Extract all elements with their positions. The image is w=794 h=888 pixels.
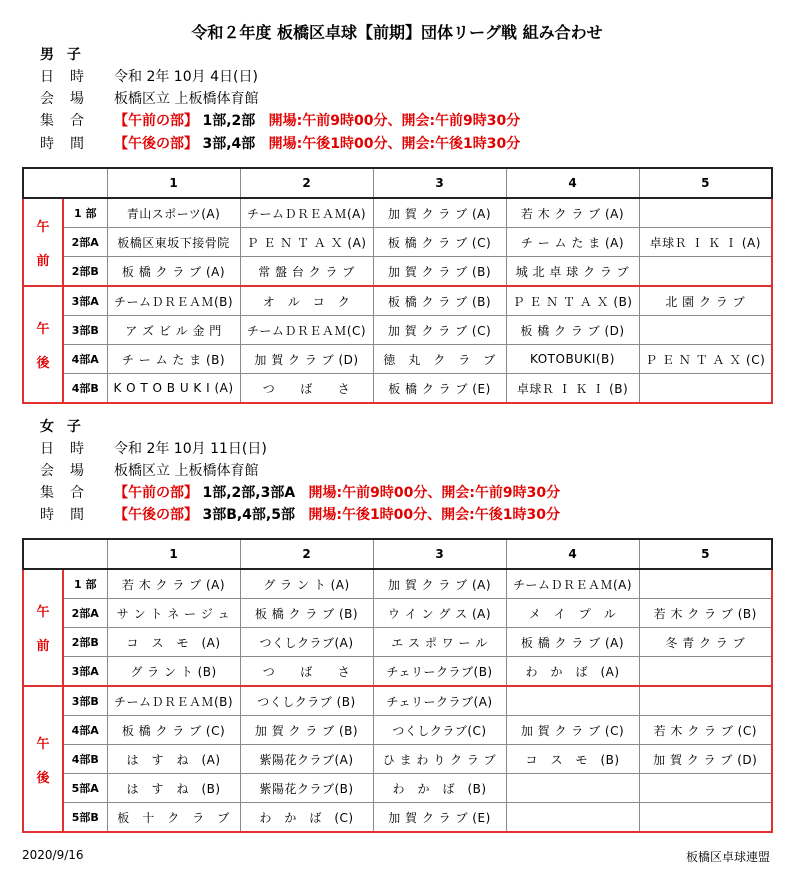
- men-pm-tag: 【午後の部】: [114, 136, 198, 152]
- women-am-line: [40, 482, 560, 502]
- women-heading: 女 子: [40, 419, 85, 435]
- team-cell: 板 橋 ク ラ ブ (C): [373, 228, 506, 257]
- team-cell: 板 橋 ク ラ ブ (E): [373, 374, 506, 404]
- team-cell: KOTOBUKI(B): [506, 345, 639, 374]
- men-heading: 男 子: [40, 47, 85, 63]
- team-cell: エ ス ポ ワ ー ル: [373, 628, 506, 657]
- team-cell: [506, 774, 639, 803]
- team-cell: メ イ プ ル: [506, 599, 639, 628]
- division-label: 3部A: [63, 657, 107, 687]
- women-venue-label: 会 場: [40, 463, 85, 479]
- header-corner: [23, 168, 107, 198]
- team-cell: 板橋区東坂下接骨院: [107, 228, 240, 257]
- division-label: 5部A: [63, 774, 107, 803]
- division-label: 2部A: [63, 599, 107, 628]
- team-cell: 加 賀 ク ラ ブ (E): [373, 803, 506, 833]
- team-cell: 加 賀 ク ラ ブ (D): [639, 745, 772, 774]
- division-label: 1 部: [63, 198, 107, 228]
- men-pm-line: [40, 133, 520, 153]
- team-cell: チ ー ム た ま (B): [107, 345, 240, 374]
- team-cell: ひ ま わ り ク ラ ブ: [373, 745, 506, 774]
- men-venue-line: [40, 88, 258, 108]
- team-cell: ア ズ ビ ル 金 門: [107, 316, 240, 345]
- table-row: [23, 599, 772, 628]
- team-cell: 若 木 ク ラ ブ (A): [107, 569, 240, 599]
- men-date-label: 日 時: [40, 69, 85, 85]
- team-cell: 加 賀 ク ラ ブ (C): [506, 716, 639, 745]
- team-cell: 若 木 ク ラ ブ (A): [506, 198, 639, 228]
- team-cell: チームＤＲＥＡＭ(A): [506, 569, 639, 599]
- team-cell: つくしクラブ(A): [240, 628, 373, 657]
- pm-session-label: 午 後: [23, 686, 63, 832]
- team-cell: [506, 686, 639, 716]
- table-row: [23, 286, 772, 316]
- women-date-line: [40, 438, 267, 458]
- table-row: [23, 716, 772, 745]
- women-gather-label: 集 合: [40, 485, 85, 501]
- team-cell: [639, 374, 772, 404]
- women-venue-line: [40, 460, 258, 480]
- team-cell: つくしクラブ(C): [373, 716, 506, 745]
- team-cell: チームＤＲＥＡＭ(B): [107, 286, 240, 316]
- team-cell: Ｐ Ｅ Ｎ Ｔ Ａ Ｘ (A): [240, 228, 373, 257]
- pm-session-label: 午 後: [23, 286, 63, 403]
- team-cell: 青山スポーツ(A): [107, 198, 240, 228]
- team-cell: 板 橋 ク ラ ブ (C): [107, 716, 240, 745]
- page-title: 令和２年度 板橋区卓球【前期】団体リーグ戦 組み合わせ: [191, 23, 603, 42]
- team-cell: ウ イ ン グ ス (A): [373, 599, 506, 628]
- women-time-label: 時 間: [40, 507, 85, 523]
- am-session-label: 午 前: [23, 569, 63, 686]
- team-cell: 加 賀 ク ラ ブ (C): [373, 316, 506, 345]
- division-label: 3部B: [63, 316, 107, 345]
- division-label: 4部B: [63, 374, 107, 404]
- column-header: 2: [240, 539, 373, 569]
- table-row: [23, 345, 772, 374]
- team-cell: は す ね (A): [107, 745, 240, 774]
- women-table: [22, 538, 773, 833]
- men-venue: 板橋区立 上板橋体育館: [114, 91, 259, 107]
- division-label: 4部A: [63, 716, 107, 745]
- column-header: 3: [373, 539, 506, 569]
- men-am-line: [40, 110, 520, 130]
- team-cell: コ ス モ (A): [107, 628, 240, 657]
- team-cell: 徳 丸 ク ラ ブ: [373, 345, 506, 374]
- table-row: [23, 198, 772, 228]
- team-cell: [639, 316, 772, 345]
- header-row: [23, 168, 772, 198]
- team-cell: 若 木 ク ラ ブ (C): [639, 716, 772, 745]
- column-header: 4: [506, 168, 639, 198]
- division-label: 4部A: [63, 345, 107, 374]
- team-cell: わ か ば (C): [240, 803, 373, 833]
- team-cell: チ ー ム た ま (A): [506, 228, 639, 257]
- team-cell: [639, 803, 772, 833]
- table-row: [23, 257, 772, 287]
- team-cell: チームＤＲＥＡＭ(C): [240, 316, 373, 345]
- women-venue: 板橋区立 上板橋体育館: [114, 463, 259, 479]
- team-cell: 卓球Ｒ Ｉ Ｋ Ｉ (B): [506, 374, 639, 404]
- header-row: [23, 539, 772, 569]
- table-row: [23, 803, 772, 833]
- team-cell: [639, 569, 772, 599]
- footer-org: 板橋区卓球連盟: [685, 850, 770, 864]
- team-cell: [506, 803, 639, 833]
- women-date-label: 日 時: [40, 441, 85, 457]
- team-cell: つ ば さ: [240, 657, 373, 687]
- team-cell: 加 賀 ク ラ ブ (A): [373, 198, 506, 228]
- table-row: [23, 316, 772, 345]
- division-label: 3部A: [63, 286, 107, 316]
- column-header: 5: [639, 539, 772, 569]
- team-cell: 板 十 ク ラ ブ: [107, 803, 240, 833]
- team-cell: つ ば さ: [240, 374, 373, 404]
- team-cell: 常 盤 台 ク ラ ブ: [240, 257, 373, 287]
- table-row: [23, 569, 772, 599]
- column-header: 3: [373, 168, 506, 198]
- team-cell: 加 賀 ク ラ ブ (A): [373, 569, 506, 599]
- men-date-line: [40, 66, 258, 86]
- women-tbody: [23, 539, 772, 832]
- team-cell: 紫陽花クラブ(B): [240, 774, 373, 803]
- men-tbody: [23, 168, 772, 403]
- division-label: 2部B: [63, 257, 107, 287]
- team-cell: 板 橋 ク ラ ブ (D): [506, 316, 639, 345]
- header-corner: [23, 539, 107, 569]
- men-table: [22, 167, 773, 404]
- division-label: 3部B: [63, 686, 107, 716]
- team-cell: K O T O B U K I (A): [107, 374, 240, 404]
- column-header: 5: [639, 168, 772, 198]
- team-cell: 紫陽花クラブ(A): [240, 745, 373, 774]
- team-cell: サ ン ト ネ ー ジ ュ: [107, 599, 240, 628]
- women-pm-times: 開場:午後1時00分、開会:午後1時30分: [308, 507, 560, 523]
- team-cell: 板 橋 ク ラ ブ (B): [373, 286, 506, 316]
- men-pm-times: 開場:午後1時00分、開会:午後1時30分: [268, 136, 521, 152]
- team-cell: Ｐ Ｅ Ｎ Ｔ Ａ Ｘ (B): [506, 286, 639, 316]
- table-row: [23, 374, 772, 404]
- division-label: 1 部: [63, 569, 107, 599]
- team-cell: チェリークラブ(B): [373, 657, 506, 687]
- team-cell: [639, 774, 772, 803]
- team-cell: わ か ば (A): [506, 657, 639, 687]
- women-am-tag: 【午前の部】: [114, 485, 198, 501]
- table-row: [23, 686, 772, 716]
- footer-date: 2020/9/16: [22, 848, 84, 862]
- team-cell: 冬 青 ク ラ ブ: [639, 628, 772, 657]
- team-cell: 城 北 卓 球 ク ラ ブ: [506, 257, 639, 287]
- division-label: 2部B: [63, 628, 107, 657]
- women-pm-line: [40, 504, 560, 524]
- men-pm-divs: 3部,4部: [202, 136, 256, 152]
- team-cell: グ ラ ン ト (A): [240, 569, 373, 599]
- team-cell: チームＤＲＥＡＭ(A): [240, 198, 373, 228]
- women-pm-tag: 【午後の部】: [114, 507, 198, 523]
- team-cell: チェリークラブ(A): [373, 686, 506, 716]
- team-cell: 板 橋 ク ラ ブ (B): [240, 599, 373, 628]
- team-cell: 卓球Ｒ Ｉ Ｋ Ｉ (A): [639, 228, 772, 257]
- women-am-divs: 1部,2部,3部A: [202, 485, 296, 501]
- team-cell: 若 木 ク ラ ブ (B): [639, 599, 772, 628]
- team-cell: グ ラ ン ト (B): [107, 657, 240, 687]
- men-gather-label: 集 合: [40, 113, 85, 129]
- men-am-divs: 1部,2部: [202, 113, 256, 129]
- team-cell: 板 橋 ク ラ ブ (A): [107, 257, 240, 287]
- table-row: [23, 657, 772, 687]
- table-row: [23, 774, 772, 803]
- division-label: 4部B: [63, 745, 107, 774]
- men-am-times: 開場:午前9時00分、開会:午前9時30分: [268, 113, 521, 129]
- team-cell: チームＤＲＥＡＭ(B): [107, 686, 240, 716]
- division-label: 2部A: [63, 228, 107, 257]
- men-time-label: 時 間: [40, 136, 85, 152]
- table-row: [23, 745, 772, 774]
- division-label: 5部B: [63, 803, 107, 833]
- column-header: 1: [107, 168, 240, 198]
- table-row: [23, 628, 772, 657]
- men-date: 令和 2年 10月 4日(日): [114, 69, 258, 85]
- team-cell: わ か ば (B): [373, 774, 506, 803]
- column-header: 1: [107, 539, 240, 569]
- column-header: 4: [506, 539, 639, 569]
- team-cell: [639, 686, 772, 716]
- team-cell: [639, 257, 772, 287]
- team-cell: 加 賀 ク ラ ブ (D): [240, 345, 373, 374]
- team-cell: は す ね (B): [107, 774, 240, 803]
- team-cell: コ ス モ (B): [506, 745, 639, 774]
- women-am-times: 開場:午前9時00分、開会:午前9時30分: [308, 485, 561, 501]
- team-cell: 加 賀 ク ラ ブ (B): [240, 716, 373, 745]
- team-cell: 北 園 ク ラ ブ: [639, 286, 772, 316]
- women-date: 令和 2年 10月 11日(日): [114, 441, 267, 457]
- team-cell: [639, 657, 772, 687]
- women-pm-divs: 3部B,4部,5部: [202, 507, 295, 523]
- men-am-tag: 【午前の部】: [114, 113, 198, 129]
- team-cell: オ ル コ ク: [240, 286, 373, 316]
- am-session-label: 午 前: [23, 198, 63, 286]
- column-header: 2: [240, 168, 373, 198]
- team-cell: [639, 198, 772, 228]
- men-venue-label: 会 場: [40, 91, 85, 107]
- team-cell: 板 橋 ク ラ ブ (A): [506, 628, 639, 657]
- team-cell: 加 賀 ク ラ ブ (B): [373, 257, 506, 287]
- team-cell: Ｐ Ｅ Ｎ Ｔ Ａ Ｘ (C): [639, 345, 772, 374]
- team-cell: つくしクラブ (B): [240, 686, 373, 716]
- table-row: [23, 228, 772, 257]
